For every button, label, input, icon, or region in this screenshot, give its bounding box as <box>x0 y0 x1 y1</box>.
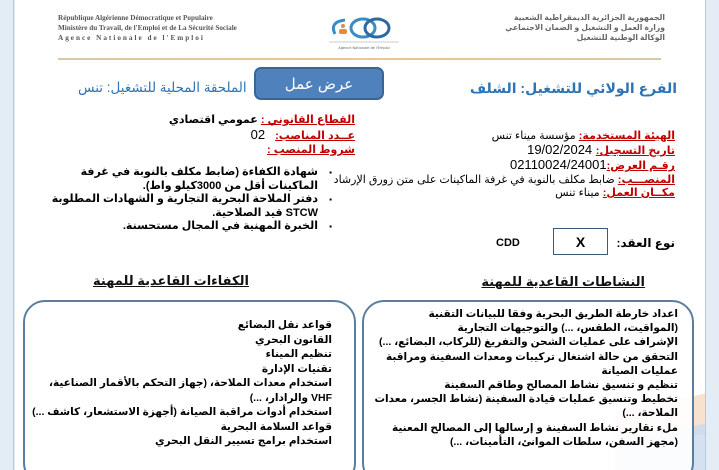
position-value: ضابط مكلف بالنوبة في غرفة الماكينات على متن زورق الإرشاد <box>333 173 618 186</box>
condition-item: ▪ شهادة الكفاءة (ضابط مكلف بالنوبة في غرفة الماكينات أقل من 3000كيلو واط). <box>48 166 334 193</box>
contract-type-value: CDD <box>496 237 520 249</box>
activity-item: التحقق من حالة اشتغال تركيبات ومعدات السفينة ومراقبة عمليات الصيانة <box>385 350 678 377</box>
conditions-label: شروط المنصب : <box>267 144 355 156</box>
anem-logo-icon <box>321 12 407 52</box>
competency-item: استخدام أدوات مراقبة الصيانة (أجهزة الاستشعار، كاشف ...) <box>32 406 332 418</box>
competency-item: استخدام معدات الملاحة، (جهاز التحكم بالأقمار الصناعية، VHF والرادار، ...) <box>48 377 332 404</box>
header-ar-line: وزارة العمل و التشغيل و الضمان الاجتماعي <box>505 23 665 32</box>
competencies-box <box>23 300 356 470</box>
employer-value: مؤسسة ميناء تنس <box>491 130 579 142</box>
header-ar-line: الوكالة الوطنية للتشغيل <box>576 33 665 42</box>
positions-count-value: 02 <box>250 126 266 142</box>
registration-label: تاريخ التسجيل: <box>595 145 675 158</box>
competency-item: القانون البحري <box>255 333 332 346</box>
employer-label: الهيئة المستخدمة: <box>578 130 675 142</box>
registration-date: 19/02/2024 <box>527 142 596 158</box>
competencies-list <box>32 318 332 449</box>
legal-sector-row <box>165 113 355 128</box>
activity-item: اعداد خارطة الطريق البحرية وفقا للبيانات التقنية (المواقيت، الطقس، ...) والتوجيهات التجارية <box>428 308 678 335</box>
legal-sector-label: القطاع القانوني : <box>260 114 355 126</box>
activities-list <box>373 307 678 449</box>
header-french <box>58 13 318 43</box>
offer-details <box>334 130 675 200</box>
header-fr-line: Ministère du Travail, de l'Emploi et de La Sécurité Sociale <box>58 24 237 32</box>
activity-item: ملء تقارير نشاط السفينة و إرسالها إلى المصالح المعنية (مجهز السفن، سلطات الموانئ، التأمينات، ...) <box>392 421 678 448</box>
activity-item: تخطيط وتنسيق عمليات قيادة السفينة (نشاط الجسر، معدات الملاحة، ...) <box>374 393 678 420</box>
registration-row <box>334 143 675 158</box>
competency-item: تقنيات الإدارة <box>261 362 332 375</box>
viewer-frame-right <box>705 0 719 470</box>
activities-title: النشاطات القاعدية للمهنة <box>481 274 645 289</box>
position-label: المنصـــب: <box>617 173 675 186</box>
competency-item: قواعد نقل البضائع <box>237 319 332 331</box>
header-divider <box>58 58 661 60</box>
viewer-frame-left <box>0 0 14 470</box>
header-ar-line: الجمهورية الجزائرية الديمقراطية الشعبية <box>514 13 665 22</box>
sector-details <box>165 113 355 158</box>
activities-box <box>362 300 694 470</box>
local-agency: الملحقة المحلية للتشغيل: تنس <box>78 80 247 95</box>
workplace-label: مكــان العمل: <box>602 186 675 199</box>
offer-number-value: 02110024/24001 <box>509 157 607 173</box>
competency-item: استخدام برامج تسيير النقل البحري <box>155 435 332 447</box>
contract-checkbox: X <box>553 228 608 255</box>
header-arabic <box>410 13 665 43</box>
competency-item: قواعد السلامة البحرية <box>220 420 332 433</box>
competency-item: تنظيم الميناء <box>265 348 332 360</box>
conditions-list <box>48 166 334 234</box>
anem-logo <box>321 12 407 52</box>
condition-item: ▪ الخبرة المهنية في المجال مستحسنة. <box>48 220 334 234</box>
activity-item: تنظيم و تنسيق نشاط المصالح وطاقم السفينة <box>444 379 678 392</box>
offer-title-banner: عرض عمل <box>254 67 384 100</box>
offer-number-label: رقـم العرض: <box>606 160 675 173</box>
contract-type-row <box>15 228 705 258</box>
contract-label: نوع العقد: <box>616 236 675 250</box>
employer-row <box>334 130 675 143</box>
competencies-title: الكفاءات القاعدية للمهنة <box>93 273 249 288</box>
svg-text:Agence Nationale de l'Emploi: Agence Nationale de l'Emploi <box>338 46 390 50</box>
positions-count-row <box>165 128 355 144</box>
header-fr-line: Agence Nationale de l'Emploi <box>58 34 205 42</box>
offer-number-row <box>334 158 675 173</box>
legal-sector-value: عمومي اقتصادي <box>168 114 261 126</box>
workplace-row <box>334 187 675 200</box>
header-fr-line: République Algérienne Démocratique et Populaire <box>58 14 213 22</box>
condition-item: ▪ دفتر الملاحة البحرية التجارية و الشهادات المطلوبة STCW قيد الصلاحية. <box>48 193 334 220</box>
position-row <box>334 174 675 187</box>
activity-item: الإشراف على عمليات الشحن والتفريغ (للركاب، البضائع، ...) <box>379 336 678 349</box>
workplace-value: ميناء تنس <box>555 186 603 199</box>
document-page <box>15 0 705 470</box>
conditions-row <box>165 143 355 158</box>
wilaya-branch: الفرع الولائي للتشغيل: الشلف <box>469 80 677 96</box>
positions-count-label: عــدد المناصب: <box>275 129 355 142</box>
